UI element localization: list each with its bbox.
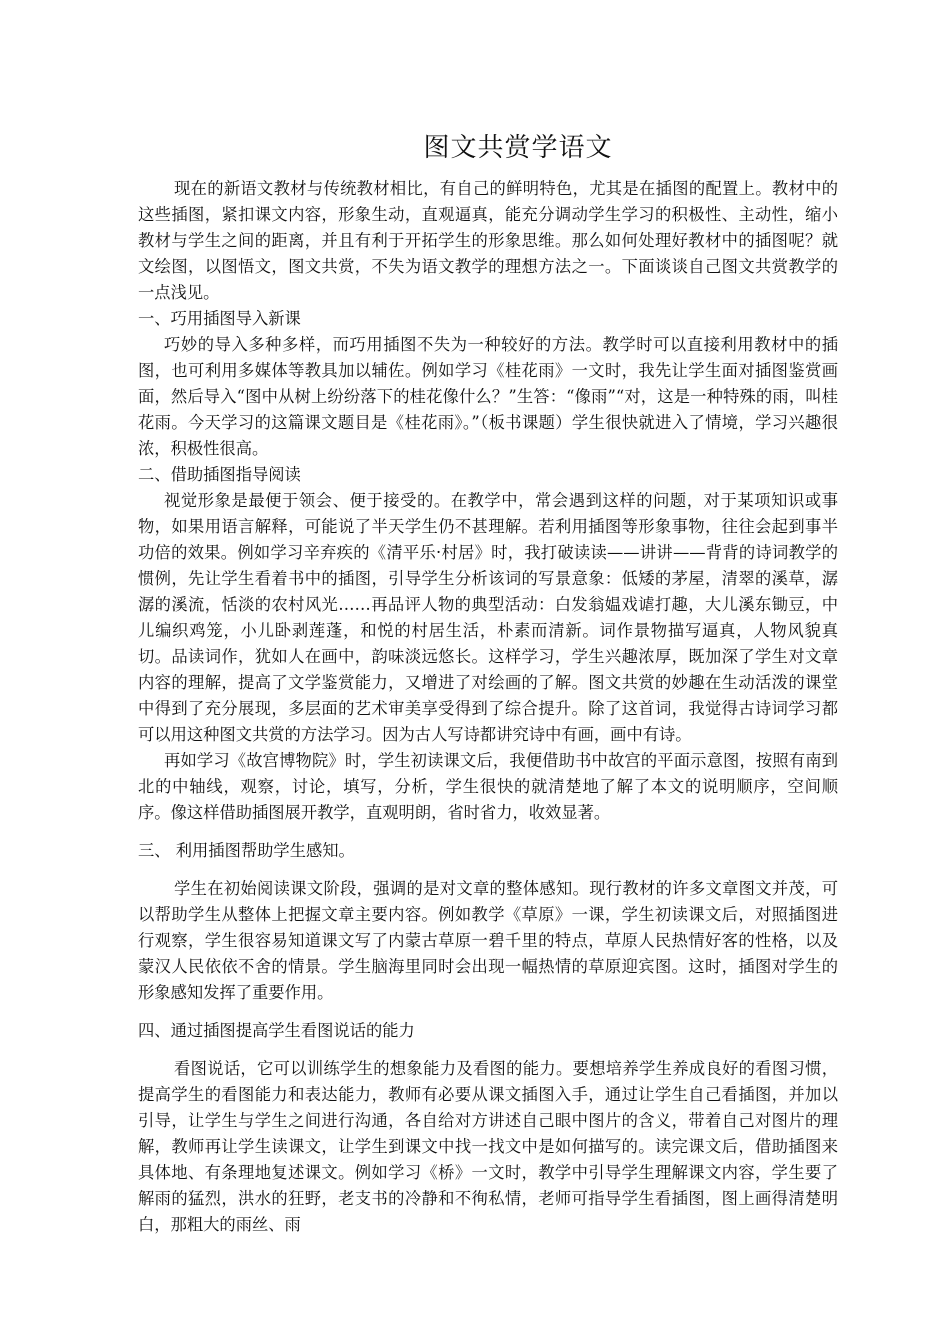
section-4-paragraph-1: 看图说话，它可以训练学生的想象能力及看图的能力。要想培养学生养成良好的看图习惯，提高学生的看图能力和表达能力，教师有必要从课文插图入手，通过让学生自己看插图，并加以引导，让学生与学生之间进行沟通，各自给对方讲述自己眼中图片的含义，带着自己对图片的理解，教师再让学生读课文，让学生到课文中找一找文中是如何描写的。读完课文后，借助插图来具体地、有条理地复述课文。例如学习《桥》一文时，教学中引导学生理解课文内容，学生要了解雨的猛烈，洪水的狂野，老支书的冷静和不徇私情，老师可指导学生看插图，图上画得清楚明白，那粗大的雨丝、雨	[138, 1059, 838, 1234]
section-heading-1: 一、巧用插图导入新课	[138, 309, 301, 328]
section-2-paragraph-1: 视觉形象是最便于领会、便于接受的。在教学中，常会遇到这样的问题，对于某项知识或事物，如果用语言解释，可能说了半天学生仍不甚理解。若利用插图等形象事物，往往会起到事半功倍的效果。例如学习辛弃疾的《清平乐·村居》时，我打破读读——讲讲——背背的诗词教学的惯例，先让学生看着书中的插图，引导学生分析该词的写景意象：低矮的茅屋，清翠的溪草，潺潺的溪流，恬淡的农村风光……再品评人物的典型活动：白发翁媪戏谑打趣，大儿溪东锄豆，中儿编织鸡笼，小儿卧剥莲蓬，和悦的村居生活，朴素而清新。词作景物描写逼真，人物风貌真切。品读词作，犹如人在画中，韵味淡远悠长。这样学习，学生兴趣浓厚，既加深了学生对文章内容的理解，提高了文学鉴赏能力，又增进了对绘画的了解。图文共赏的妙趣在生动活泼的课堂中得到了充分展现，多层面的艺术审美享受得到了综合提升。除了这首词，我觉得古诗词学习都可以用这种图文共赏的方法学习。因为古人写诗都讲究诗中有画，画中有诗。	[138, 491, 838, 744]
document-page	[138, 128, 838, 1238]
section-3-paragraph-1: 学生在初始阅读课文阶段，强调的是对文章的整体感知。现行教材的许多文章图文并茂，可以帮助学生从整体上把握文章主要内容。例如教学《草原》一课，学生初读课文后，对照插图进行观察，学生很容易知道课文写了内蒙古草原一碧千里的特点，草原人民热情好客的性格，以及蒙汉人民依依不舍的情景。学生脑海里同时会出现一幅热情的草原迎宾图。这时，插图对学生的形象感知发挥了重要作用。	[138, 879, 838, 1002]
intro-paragraph: 现在的新语文教材与传统教材相比，有自己的鲜明特色，尤其是在插图的配置上。教材中的这些插图，紧扣课文内容，形象生动，直观逼真，能充分调动学生学习的积极性、主动性，缩小教材与学生之间的距离，并且有利于开拓学生的形象思维。那么如何处理好教材中的插图呢？就文绘图，以图悟文，图文共赏，不失为语文教学的理想方法之一。下面谈谈自己图文共赏教学的一点浅见。	[138, 179, 838, 302]
section-heading-4: 四、通过插图提高学生看图说话的能力	[138, 1021, 415, 1040]
section-heading-2: 二、借助插图指导阅读	[138, 465, 301, 484]
section-heading-3: 三、 利用插图帮助学生感知。	[138, 841, 355, 860]
section-2-paragraph-2: 再如学习《故宫博物院》时，学生初读课文后，我便借助书中故宫的平面示意图，按照有南到北的中轴线，观察，讨论，填写，分析，学生很快的就清楚地了解了本文的说明顺序，空间顺序。像这样借助插图展开教学，直观明朗，省时省力，收效显著。	[138, 751, 838, 822]
section-1-paragraph-1: 巧妙的导入多种多样，而巧用插图不失为一种较好的方法。教学时可以直接利用教材中的插图，也可利用多媒体等教具加以辅佐。例如学习《桂花雨》一文时，我先让学生面对插图鉴赏画面，然后导入“图中从树上纷纷落下的桂花像什么？”生答：“像雨”“对，这是一种特殊的雨，叫桂花雨。今天学习的这篇课文题目是《桂花雨》。”（板书课题）学生很快就进入了情境，学习兴趣很浓，积极性很高。	[138, 335, 838, 458]
document-title: 图文共赏学语文	[423, 133, 613, 163]
